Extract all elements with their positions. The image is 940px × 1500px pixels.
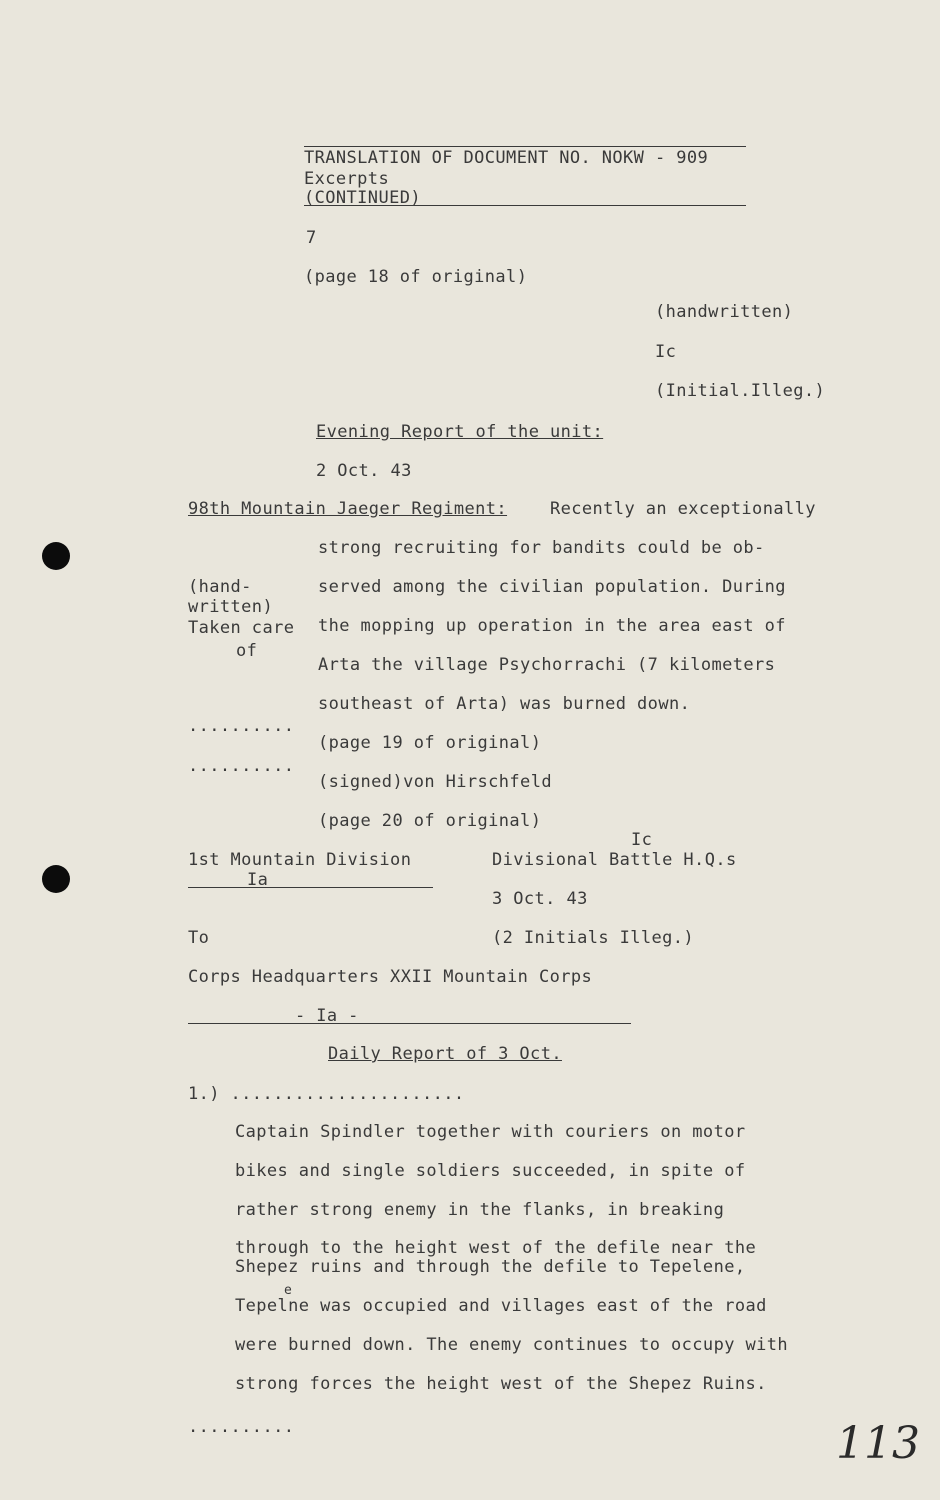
item-one: 1.) ...................... xyxy=(188,1084,465,1104)
daily-line: through to the height west of the defile near the xyxy=(235,1238,757,1258)
handwritten-page-number: 113 xyxy=(836,1418,920,1469)
page-20-reference: (page 20 of original) xyxy=(318,811,542,831)
header-title: TRANSLATION OF DOCUMENT NO. NOKW - 909 xyxy=(304,148,709,168)
report-line: strong recruiting for bandits could be ob- xyxy=(318,538,765,558)
evening-report-date: 2 Oct. 43 xyxy=(316,461,412,481)
battle-hq: Divisional Battle H.Q.s xyxy=(492,850,737,870)
punch-hole-top xyxy=(42,542,70,570)
handwritten-label: (handwritten) xyxy=(655,302,794,322)
daily-line: Tepelne was occupied and villages east of the road xyxy=(235,1296,767,1316)
to-label: To xyxy=(188,928,210,948)
handwritten-ic: Ic xyxy=(655,342,677,362)
division-initials: (2 Initials Illeg.) xyxy=(492,928,695,948)
division-rule xyxy=(188,887,433,888)
regiment-name: 98th Mountain Jaeger Regiment: xyxy=(188,499,508,519)
corps-rule xyxy=(188,1023,631,1024)
corps-ia: - Ia - xyxy=(295,1006,359,1026)
report-line: southeast of Arta) was burned down. xyxy=(318,694,691,714)
report-line: Recently an exceptionally xyxy=(550,499,816,519)
header-bottom-rule xyxy=(304,205,746,206)
ellipsis-line: .......... xyxy=(188,756,295,776)
daily-line: bikes and single soldiers succeeded, in spite of xyxy=(235,1161,746,1181)
handwritten-initial: (Initial.Illeg.) xyxy=(655,381,826,401)
report-line: Arta the village Psychorrachi (7 kilometers xyxy=(318,655,776,675)
daily-report-title: Daily Report of 3 Oct. xyxy=(328,1044,562,1064)
daily-line: strong forces the height west of the Shepez Ruins. xyxy=(235,1374,767,1394)
corps-headquarters: Corps Headquarters XXII Mountain Corps xyxy=(188,967,593,987)
page-marker: 7 xyxy=(306,228,317,248)
margin-note: Taken care xyxy=(188,618,295,638)
page-18-reference: (page 18 of original) xyxy=(304,267,528,287)
signature-line: (signed)von Hirschfeld xyxy=(318,772,552,792)
ellipsis-line: .......... xyxy=(188,716,295,736)
header-top-rule xyxy=(304,146,746,147)
evening-report-title: Evening Report of the unit: xyxy=(316,422,604,442)
header-excerpts: Excerpts xyxy=(304,169,390,189)
punch-hole-bottom xyxy=(42,865,70,893)
margin-note: of xyxy=(236,641,258,661)
division-ia: Ia xyxy=(247,870,269,890)
division-name: 1st Mountain Division xyxy=(188,850,412,870)
daily-line: were burned down. The enemy continues to occupy with xyxy=(235,1335,789,1355)
page-19-reference: (page 19 of original) xyxy=(318,733,542,753)
margin-note: written) xyxy=(188,597,274,617)
daily-line: Captain Spindler together with couriers on motor xyxy=(235,1122,746,1142)
margin-note: (hand- xyxy=(188,577,252,597)
division-date: 3 Oct. 43 xyxy=(492,889,588,909)
ellipsis-line: .......... xyxy=(188,1417,295,1437)
inserted-letter: e xyxy=(284,1283,292,1298)
report-line: served among the civilian population. During xyxy=(318,577,786,597)
division-ic: Ic xyxy=(631,830,653,850)
daily-line: rather strong enemy in the flanks, in breaking xyxy=(235,1200,725,1220)
header-continued: (CONTINUED) xyxy=(304,188,421,208)
daily-line: Shepez ruins and through the defile to Tepelene, xyxy=(235,1257,746,1277)
report-line: the mopping up operation in the area east of xyxy=(318,616,786,636)
